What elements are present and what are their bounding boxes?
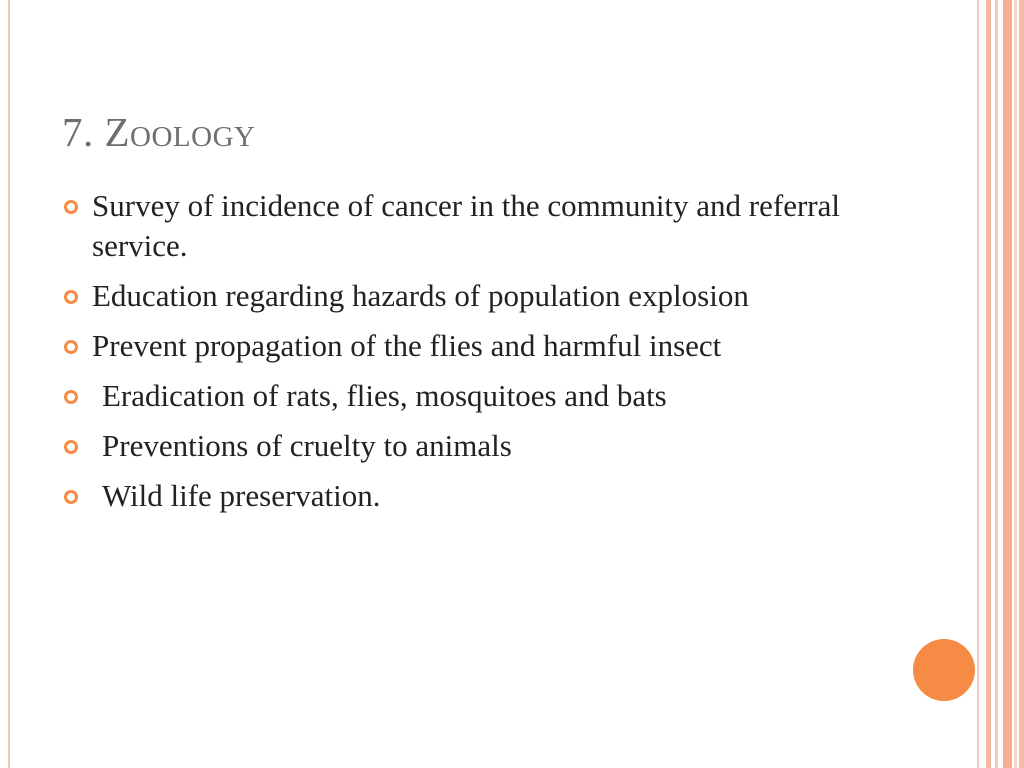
list-item [60, 476, 860, 516]
right-stripe [986, 0, 991, 768]
circle-bullet-icon [64, 200, 78, 214]
right-stripe [977, 0, 979, 768]
circle-bullet-icon [64, 390, 78, 404]
orange-circle-decoration [913, 639, 975, 701]
bullet-text: Preventions of cruelty to animals [102, 428, 512, 463]
bullet-text: Wild life preservation. [102, 478, 381, 513]
bullet-text: Eradication of rats, flies, mosquitoes and bats [102, 378, 667, 413]
list-item [60, 426, 860, 466]
list-item [60, 186, 860, 266]
circle-bullet-icon [64, 440, 78, 454]
circle-bullet-icon [64, 290, 78, 304]
list-item [60, 326, 860, 366]
slide-title: 7. Zoology [62, 109, 256, 155]
bullet-list [60, 186, 860, 526]
right-stripe [1014, 0, 1017, 768]
list-item [60, 276, 860, 316]
right-stripe [1003, 0, 1012, 768]
right-stripe [1019, 0, 1024, 768]
list-item [60, 376, 860, 416]
bullet-text: Prevent propagation of the flies and harmful insect [92, 328, 722, 363]
circle-bullet-icon [64, 490, 78, 504]
right-stripe [995, 0, 998, 768]
left-frame-line [8, 0, 10, 768]
bullet-text: Survey of incidence of cancer in the community and referral service. [92, 188, 840, 263]
bullet-text: Education regarding hazards of population explosion [92, 278, 749, 313]
circle-bullet-icon [64, 340, 78, 354]
